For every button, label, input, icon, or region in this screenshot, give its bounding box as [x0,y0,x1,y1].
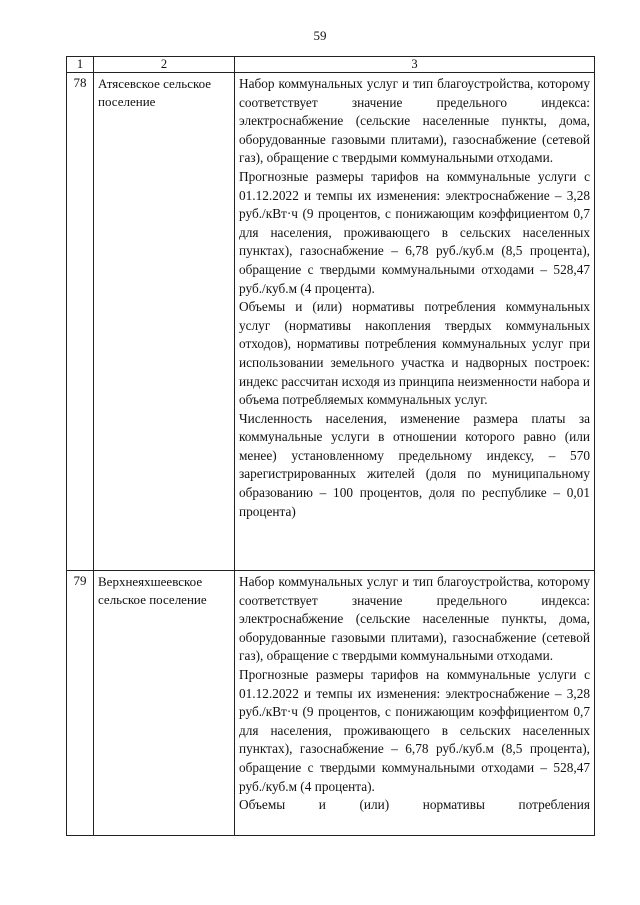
paragraph-tariffs: Прогнозные размеры тарифов на коммунальные услуги с 01.12.2022 и темпы их изменения: электроснабжение – 3,28 руб./кВт·ч (9 процентов, с понижающим коэффициентом 0,7 для населения, проживающего в сельских населенных пунктах), газоснабжение – 6,78 руб./куб.м (8,5 процента), обращение с твердыми коммунальными отходами – 528,47 руб./куб.м (4 процента). [239,666,590,794]
paragraph-tariffs: Прогнозные размеры тарифов на коммунальные услуги с 01.12.2022 и темпы их изменения: электроснабжение – 3,28 руб./кВт·ч (9 процентов, с понижающим коэффициентом 0,7 для населения, проживающего в сельских населенных пунктах), газоснабжение – 6,78 руб./куб.м (8,5 процента), обращение с твердыми коммунальными отходами – 528,47 руб./куб.м (4 процента). [239,168,590,296]
row-description [235,571,595,836]
paragraph-population: Численность населения, изменение размера платы за коммунальные услуги в отношении которого равно (или менее) установленному предельному индексу, – 570 зарегистрированных жителей (доля по муниципальному образованию – 100 процентов, доля по республике – 0,01 процента) [239,410,590,519]
row-number: 78 [67,73,94,571]
header-col-1: 1 [67,57,94,73]
paragraph-utilities-set: Набор коммунальных услуг и тип благоустройства, которому соответствует значение предельного индекса: электроснабжение (сельские населенные пункты, дома, оборудованные газовыми плитами), газоснабжение (сетевой газ), обращение с твердыми коммунальными отходами. [239,76,590,166]
paragraph-utilities-set: Набор коммунальных услуг и тип благоустройства, которому соответствует значение предельного индекса: электроснабжение (сельские населенные пункты, дома, оборудованные газовыми плитами), газоснабжение (сетевой газ), обращение с твердыми коммунальными отходами. [239,574,590,664]
header-col-2: 2 [94,57,235,73]
table-row [67,571,595,836]
paragraph-volumes-start: Объемы и (или) нормативы потребления [239,797,590,813]
header-col-3: 3 [235,57,595,73]
table-header-row [67,57,595,73]
tariff-table [66,56,595,836]
settlement-name: Верхнеяхшеевское сельское поселение [94,571,235,836]
paragraph-volumes: Объемы и (или) нормативы потребления коммунальных услуг (нормативы накопления твердых коммунальных отходов), нормативы потребления коммунальных услуг при использовании земельного участка и надворных построек: индекс рассчитан исходя из принципа неизменности набора и объема потребляемых коммунальных услуг. [239,299,590,408]
table-row [67,73,595,571]
page-number: 59 [313,28,327,43]
row-number: 79 [67,571,94,836]
row-description [235,73,595,571]
settlement-name: Атясевское сельское поселение [94,73,235,571]
